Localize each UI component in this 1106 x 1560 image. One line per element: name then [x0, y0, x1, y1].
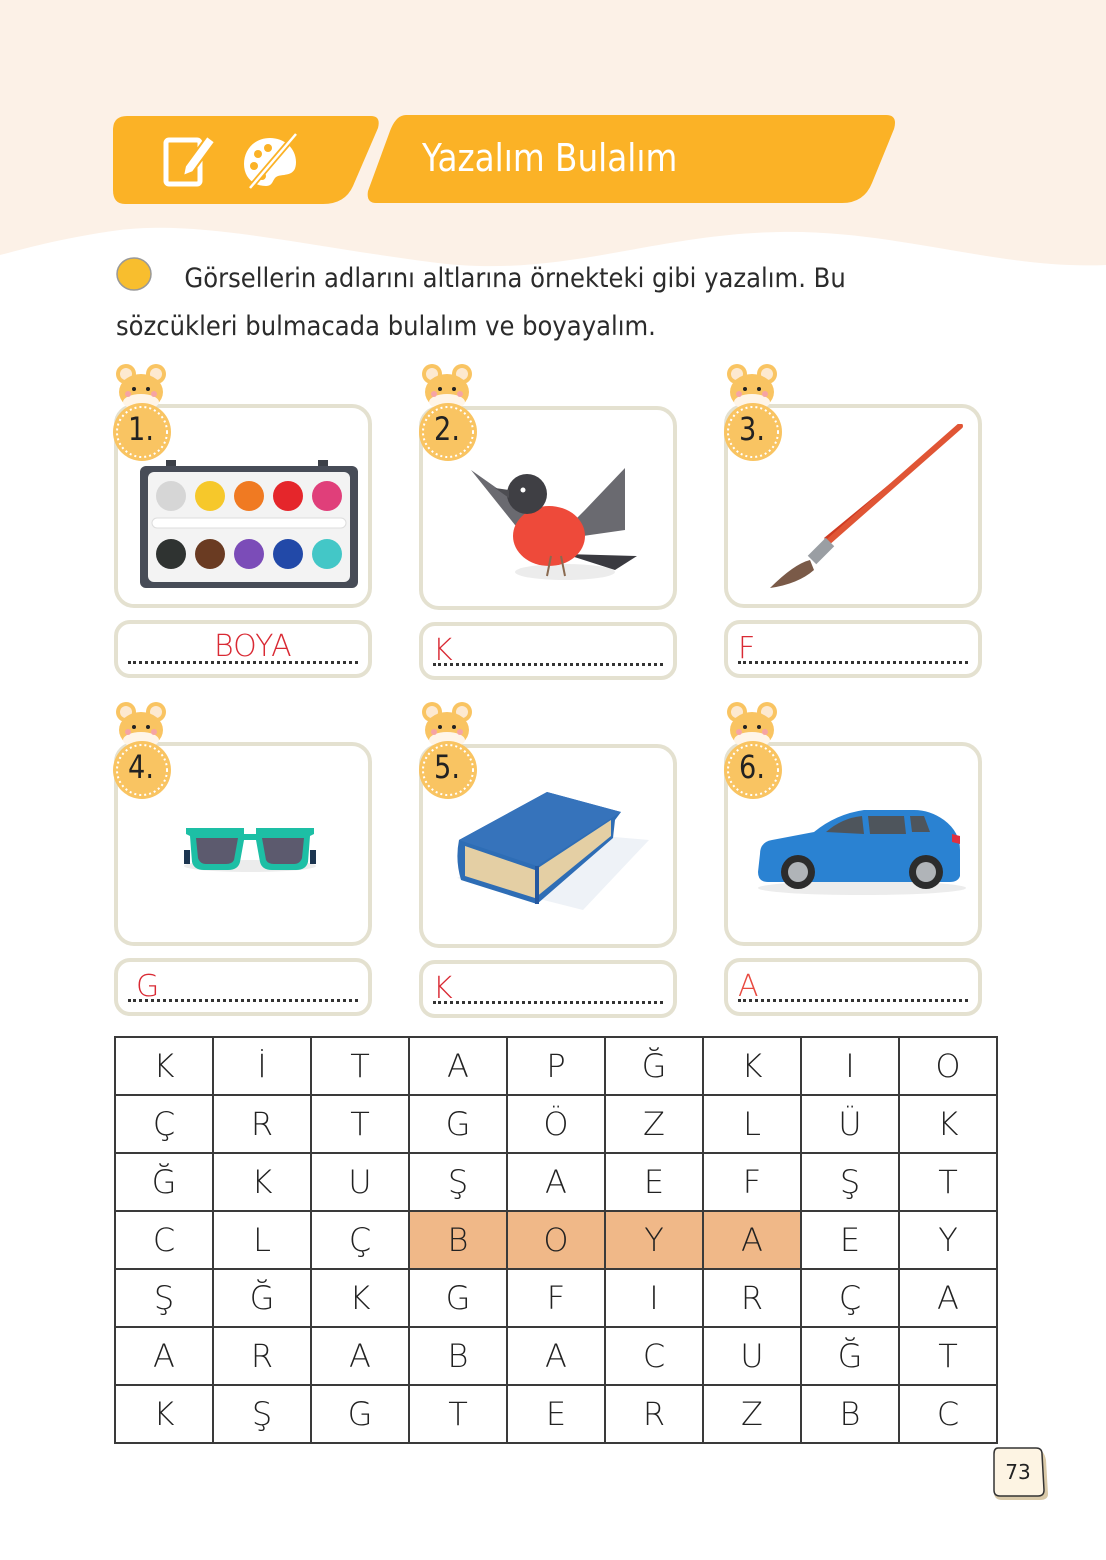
- grid-cell[interactable]: B: [801, 1385, 899, 1443]
- mouse-number-badge-1: [112, 362, 176, 462]
- mouse-number-badge-5: [418, 700, 482, 800]
- grid-cell[interactable]: R: [703, 1269, 801, 1327]
- grid-cell[interactable]: E: [801, 1211, 899, 1269]
- car-image: [754, 806, 966, 896]
- grid-cell[interactable]: L: [213, 1211, 311, 1269]
- grid-cell[interactable]: B: [409, 1327, 507, 1385]
- grid-cell[interactable]: Ğ: [115, 1153, 213, 1211]
- mouse-number-badge-4: [112, 700, 176, 800]
- mouse-number-badge-3: [723, 362, 787, 462]
- grid-cell[interactable]: R: [213, 1327, 311, 1385]
- answer-field-1[interactable]: [114, 620, 372, 678]
- grid-cell[interactable]: F: [507, 1269, 605, 1327]
- answer-field-6[interactable]: [724, 958, 982, 1016]
- grid-cell-highlighted[interactable]: Y: [605, 1211, 703, 1269]
- palette-icon: [240, 130, 300, 190]
- grid-row: [115, 1385, 997, 1443]
- answer-hint-2: K: [433, 633, 453, 668]
- grid-cell[interactable]: R: [605, 1385, 703, 1443]
- card-number-3: 3.: [739, 410, 765, 448]
- grid-cell[interactable]: Ş: [115, 1269, 213, 1327]
- grid-cell[interactable]: Ç: [801, 1269, 899, 1327]
- mouse-number-badge-6: [723, 700, 787, 800]
- grid-cell[interactable]: K: [703, 1037, 801, 1095]
- grid-cell[interactable]: U: [311, 1153, 409, 1211]
- grid-cell[interactable]: K: [311, 1269, 409, 1327]
- grid-cell[interactable]: T: [899, 1153, 997, 1211]
- grid-cell-highlighted[interactable]: O: [507, 1211, 605, 1269]
- grid-row: [115, 1095, 997, 1153]
- grid-cell[interactable]: I: [605, 1269, 703, 1327]
- instruction-text: [116, 255, 890, 351]
- grid-cell[interactable]: Ç: [311, 1211, 409, 1269]
- grid-cell[interactable]: E: [605, 1153, 703, 1211]
- grid-cell[interactable]: C: [605, 1327, 703, 1385]
- grid-cell[interactable]: Ğ: [213, 1269, 311, 1327]
- grid-cell[interactable]: T: [311, 1037, 409, 1095]
- grid-cell[interactable]: Ş: [801, 1153, 899, 1211]
- grid-cell[interactable]: Ö: [507, 1095, 605, 1153]
- sunglasses-image: [182, 824, 318, 874]
- grid-row: [115, 1327, 997, 1385]
- card-number-2: 2.: [434, 410, 460, 448]
- grid-cell[interactable]: İ: [213, 1037, 311, 1095]
- grid-cell[interactable]: O: [899, 1037, 997, 1095]
- grid-cell[interactable]: K: [115, 1385, 213, 1443]
- grid-cell[interactable]: A: [507, 1153, 605, 1211]
- watercolor-paint-set-image: [138, 458, 360, 590]
- grid-cell[interactable]: Ş: [213, 1385, 311, 1443]
- grid-row: [115, 1153, 997, 1211]
- card-number-4: 4.: [128, 748, 154, 786]
- grid-cell[interactable]: Ç: [115, 1095, 213, 1153]
- page-number: 73: [1005, 1460, 1031, 1484]
- grid-row: [115, 1037, 997, 1095]
- grid-cell[interactable]: F: [703, 1153, 801, 1211]
- answer-field-5[interactable]: [419, 960, 677, 1018]
- grid-cell[interactable]: G: [311, 1385, 409, 1443]
- grid-cell-highlighted[interactable]: A: [703, 1211, 801, 1269]
- card-number-5: 5.: [434, 748, 460, 786]
- answer-hint-5: K: [433, 971, 453, 1006]
- grid-cell[interactable]: E: [507, 1385, 605, 1443]
- grid-row: [115, 1211, 997, 1269]
- grid-cell[interactable]: K: [115, 1037, 213, 1095]
- answer-field-2[interactable]: [419, 622, 677, 680]
- grid-cell[interactable]: A: [409, 1037, 507, 1095]
- grid-cell[interactable]: T: [311, 1095, 409, 1153]
- grid-cell[interactable]: Ğ: [605, 1037, 703, 1095]
- answer-hint-4: G: [136, 969, 160, 1004]
- grid-cell[interactable]: Y: [899, 1211, 997, 1269]
- bird-image: [465, 460, 645, 590]
- grid-cell[interactable]: Ğ: [801, 1327, 899, 1385]
- grid-cell[interactable]: A: [311, 1327, 409, 1385]
- grid-cell[interactable]: Ü: [801, 1095, 899, 1153]
- card-number-1: 1.: [128, 410, 154, 448]
- grid-cell[interactable]: T: [899, 1327, 997, 1385]
- answer-hint-6: A: [738, 969, 759, 1004]
- grid-cell[interactable]: Ş: [409, 1153, 507, 1211]
- answer-hint-3: F: [738, 631, 756, 666]
- grid-cell[interactable]: A: [115, 1327, 213, 1385]
- page-title: Yazalım Bulalım: [422, 136, 678, 180]
- grid-cell[interactable]: R: [213, 1095, 311, 1153]
- grid-cell[interactable]: L: [703, 1095, 801, 1153]
- grid-cell[interactable]: T: [409, 1385, 507, 1443]
- answer-field-4[interactable]: [114, 958, 372, 1016]
- edit-icon: [163, 130, 217, 188]
- book-image: [453, 790, 653, 920]
- grid-cell[interactable]: G: [409, 1095, 507, 1153]
- answer-text-1: BOYA: [214, 629, 292, 664]
- grid-cell[interactable]: I: [801, 1037, 899, 1095]
- instruction-line-2: sözcükleri bulmacada bulalım ve boyayalım.: [116, 311, 656, 342]
- grid-row: [115, 1269, 997, 1327]
- mouse-number-badge-2: [418, 362, 482, 462]
- grid-cell[interactable]: P: [507, 1037, 605, 1095]
- answer-field-3[interactable]: [724, 620, 982, 678]
- grid-cell[interactable]: K: [213, 1153, 311, 1211]
- grid-cell[interactable]: Z: [703, 1385, 801, 1443]
- paintbrush-image: [764, 424, 964, 594]
- grid-cell[interactable]: G: [409, 1269, 507, 1327]
- card-number-6: 6.: [739, 748, 765, 786]
- grid-cell[interactable]: C: [899, 1385, 997, 1443]
- grid-cell[interactable]: U: [703, 1327, 801, 1385]
- word-search-grid: [114, 1036, 998, 1444]
- grid-cell[interactable]: A: [899, 1269, 997, 1327]
- grid-cell[interactable]: A: [507, 1327, 605, 1385]
- grid-cell[interactable]: K: [899, 1095, 997, 1153]
- page-number-badge: [992, 1446, 1048, 1502]
- instruction-line-1: Görsellerin adlarını altlarına örnekteki gibi yazalım. Bu: [184, 263, 846, 294]
- grid-cell[interactable]: Z: [605, 1095, 703, 1153]
- grid-cell[interactable]: C: [115, 1211, 213, 1269]
- grid-cell-highlighted[interactable]: B: [409, 1211, 507, 1269]
